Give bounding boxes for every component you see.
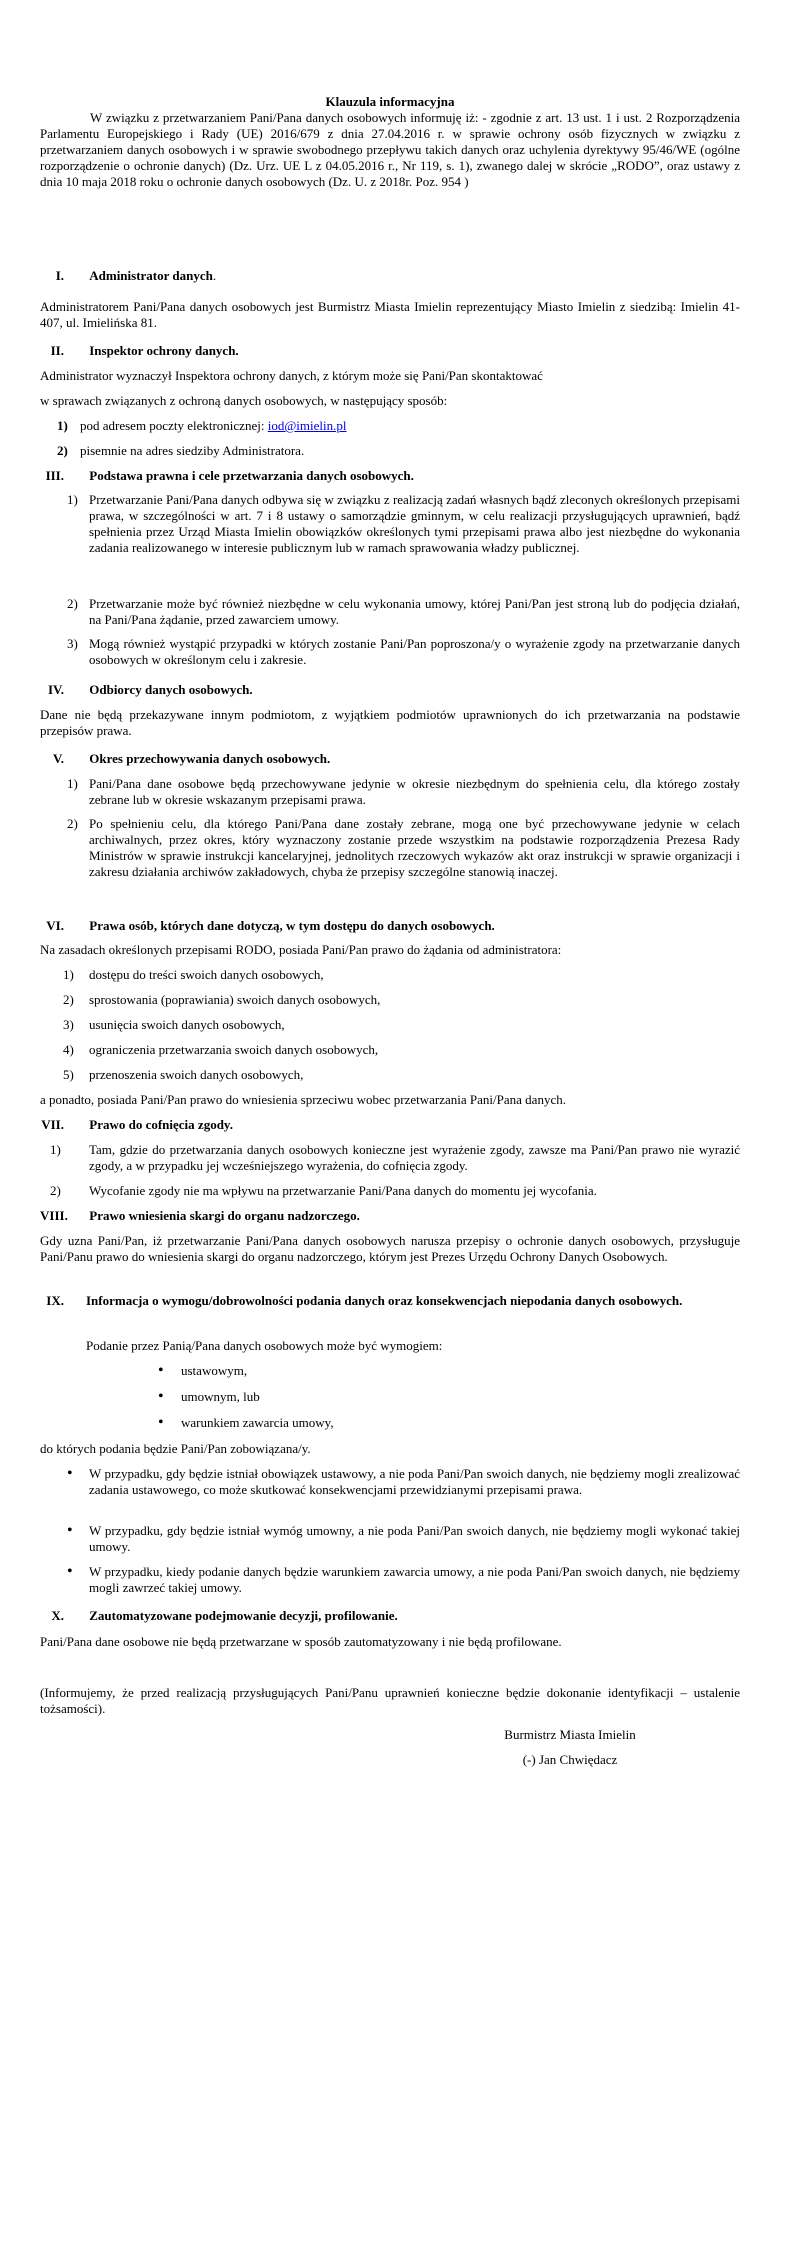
intro-paragraph: W związku z przetwarzaniem Pani/Pana danych osobowych informuję iż: - zgodnie z art. 13 ust. 1 i ust. 2 Rozporządzenia Parlamentu Europejskiego i Rady (UE) 2016/679 z dnia 27.04.2016 r. w sprawie ochrony osób fizycznych w związku z przetwarzaniem danych osobowych i w sprawie swobodnego przepływu takich danych oraz uchylenia dyrektywy 95/46/WE (ogólne rozporządzenie o ochronie danych) (Dz. Urz. UE L z 04.05.2016 r., Nr 119, s. 1), zwanego dalej w skrócie „RODO”, oraz ustawy z dnia 10 maja 2018 roku o ochronie danych osobowych (Dz. U. z 2018r. Poz. 954 ) (40, 110, 740, 189)
rights-text: Na zasadach określonych przepisami RODO, posiada Pani/Pan prawo do żądania od administratora: (40, 942, 562, 957)
iod-text-1: Administrator wyznaczył Inspektora ochrony danych, z którym może się Pani/Pan skontaktować (40, 368, 543, 383)
section-title: Odbiorcy danych osobowych. (89, 682, 253, 697)
section-retention-heading (40, 751, 740, 767)
complaint-text: Gdy uzna Pani/Pan, iż przetwarzanie Pani/Pana danych osobowych narusza przepisy o ochronie danych osobowych, przysługuje Pani/Panu prawo do wniesienia skargi do organu nadzorczego, którym jest Prezes Urzędu Ochrony Danych Osobowych. (40, 1233, 740, 1264)
requirement-text: Podanie przez Panią/Pana danych osobowych może być wymogiem: (86, 1338, 443, 1353)
section-number: X. (51, 1608, 64, 1623)
section-title: Okres przechowywania danych osobowych. (89, 751, 331, 766)
section-number: VII. (41, 1117, 64, 1132)
signature-name: (-) Jan Chwiędacz (522, 1752, 618, 1767)
section-title: Prawo wniesienia skargi do organu nadzorczego. (89, 1208, 360, 1223)
section-title: Administrator danych (89, 268, 213, 283)
signature-office: Burmistrz Miasta Imielin (504, 1727, 636, 1742)
section-number: VIII. (40, 1208, 68, 1223)
section-number: IX. (46, 1293, 64, 1308)
section-complaint-heading (40, 1208, 740, 1224)
recipients-text: Dane nie będą przekazywane innym podmiotom, z wyjątkiem podmiotów uprawnionych do ich przetwarzania na podstawie przepisów prawa. (40, 707, 740, 738)
iod-text-2: w sprawach związanych z ochroną danych osobowych, w następujący sposób: (40, 393, 448, 408)
rights-objection-text: a ponadto, posiada Pani/Pan prawo do wniesienia sprzeciwu wobec przetwarzania Pani/Pana danych. (40, 1092, 566, 1107)
section-title: Zautomatyzowane podejmowanie decyzji, profilowanie. (89, 1608, 398, 1623)
identification-note: (Informujemy, że przed realizacją przysługujących Pani/Panu uprawnień konieczne będzie dokonanie identyfikacji – ustalenie tożsamości). (40, 1685, 740, 1716)
section-recipients-heading (40, 682, 740, 698)
automated-decisions-text: Pani/Pana dane osobowe nie będą przetwarzane w sposób zautomatyzowany i nie będą profilowane. (40, 1634, 562, 1649)
section-title: Prawo do cofnięcia zgody. (89, 1117, 233, 1132)
section-number: III. (45, 468, 64, 483)
requirement-after-text: do których podania będzie Pani/Pan zobowiązana/y. (40, 1441, 311, 1456)
section-rights-heading (40, 918, 740, 934)
section-legal-basis-heading (40, 468, 740, 484)
section-automated-decisions-heading (40, 1608, 740, 1624)
section-number: V. (53, 751, 64, 766)
section-title: Informacja o wymogu/dobrowolności podania danych oraz konsekwencjach niepodania danych osobowych. (86, 1293, 683, 1308)
section-title: Podstawa prawna i cele przetwarzania danych osobowych. (89, 468, 414, 483)
administrator-text: Administratorem Pani/Pana danych osobowych jest Burmistrz Miasta Imielin reprezentujący Miasto Imielin z siedzibą: Imielin 41-407, ul. Imielińska 81. (40, 299, 740, 330)
section-iod-heading (40, 343, 740, 359)
section-number: IV. (47, 682, 64, 697)
section-title: Prawa osób, których dane dotyczą, w tym dostępu do danych osobowych. (89, 918, 495, 933)
section-administrator-heading: I. Administrator danych. (40, 268, 740, 284)
section-withdraw-consent-heading (40, 1117, 740, 1133)
section-title: Inspektor ochrony danych. (89, 343, 239, 358)
document-title: Klauzula informacyjna (325, 94, 455, 109)
section-number: II. (50, 343, 64, 358)
section-number: I. (55, 268, 64, 283)
iod-email-link[interactable]: iod@imielin.pl (267, 418, 347, 433)
section-number: VI. (46, 918, 64, 933)
